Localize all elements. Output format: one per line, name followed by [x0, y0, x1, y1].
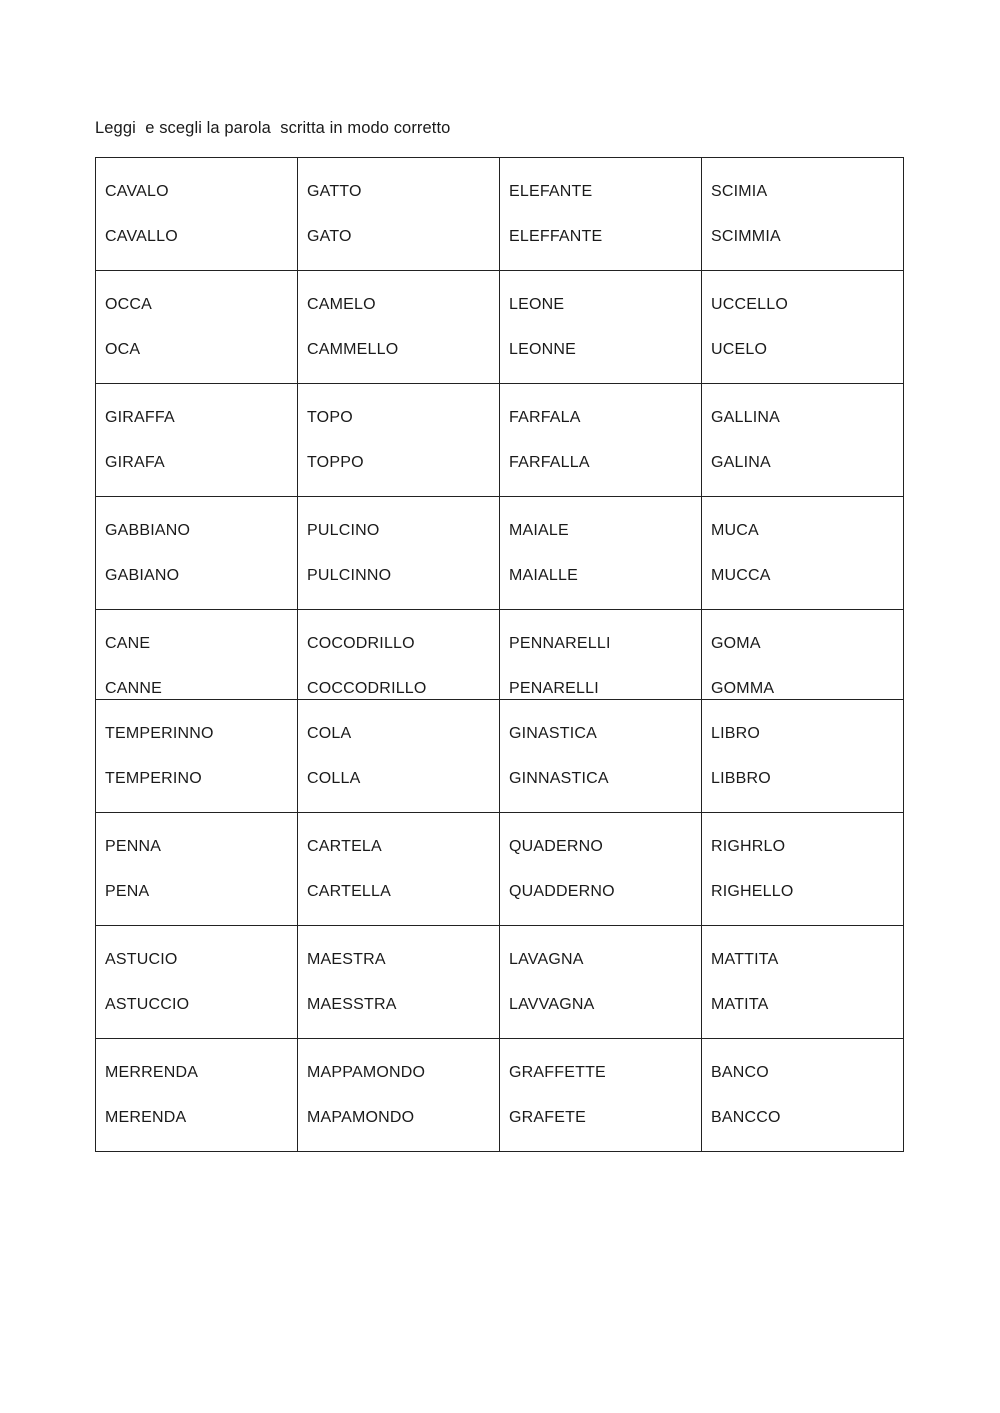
- word-option-1[interactable]: CAVALO: [105, 183, 169, 200]
- word-option-2[interactable]: MUCCA: [711, 567, 771, 584]
- instruction-text: Leggi e scegli la parola scritta in modo corretto: [95, 119, 451, 137]
- word-pair-cell: [298, 813, 500, 926]
- word-option-1[interactable]: COCODRILLO: [307, 635, 415, 652]
- word-option-2[interactable]: GOMMA: [711, 680, 775, 697]
- table-row: [96, 813, 904, 926]
- word-choice-table: [95, 157, 904, 1152]
- word-option-2[interactable]: GATO: [307, 228, 352, 245]
- word-option-1[interactable]: MAIALE: [509, 522, 569, 539]
- word-option-1[interactable]: GIRAFFA: [105, 409, 175, 426]
- word-pair-cell: [702, 813, 904, 926]
- word-pair-cell: [702, 158, 904, 271]
- word-pair-cell: [702, 610, 904, 700]
- word-pair-cell: [96, 926, 298, 1039]
- word-option-2[interactable]: ELEFFANTE: [509, 228, 603, 245]
- word-option-1[interactable]: FARFALA: [509, 409, 581, 426]
- word-option-2[interactable]: COCCODRILLO: [307, 680, 427, 697]
- word-option-1[interactable]: PENNA: [105, 838, 162, 855]
- word-pair-cell: [500, 700, 702, 813]
- word-pair-cell: [96, 1039, 298, 1152]
- word-option-2[interactable]: CAMMELLO: [307, 341, 399, 358]
- word-option-2[interactable]: MERENDA: [105, 1109, 187, 1126]
- word-pair-cell: [298, 700, 500, 813]
- word-pair-cell: [298, 610, 500, 700]
- table-row: [96, 158, 904, 271]
- word-option-1[interactable]: GINASTICA: [509, 725, 598, 742]
- word-option-1[interactable]: MUCA: [711, 522, 759, 539]
- word-option-1[interactable]: GALLINA: [711, 409, 780, 426]
- table-row: [96, 384, 904, 497]
- word-pair-cell: [298, 271, 500, 384]
- word-option-1[interactable]: LAVAGNA: [509, 951, 584, 968]
- word-pair-cell: [96, 610, 298, 700]
- word-option-1[interactable]: UCCELLO: [711, 296, 788, 313]
- word-option-1[interactable]: COLA: [307, 725, 352, 742]
- table-row: [96, 497, 904, 610]
- word-pair-cell: [96, 700, 298, 813]
- word-option-2[interactable]: RIGHELLO: [711, 883, 794, 900]
- word-pair-cell: [500, 497, 702, 610]
- word-option-1[interactable]: GATTO: [307, 183, 362, 200]
- word-pair-cell: [96, 813, 298, 926]
- word-option-1[interactable]: GOMA: [711, 635, 761, 652]
- word-pair-cell: [702, 700, 904, 813]
- word-pair-cell: [500, 813, 702, 926]
- word-option-1[interactable]: GRAFFETTE: [509, 1064, 606, 1081]
- word-option-1[interactable]: MERRENDA: [105, 1064, 199, 1081]
- word-option-2[interactable]: TOPPO: [307, 454, 364, 471]
- word-pair-cell: [702, 497, 904, 610]
- word-option-1[interactable]: RIGHRLO: [711, 838, 786, 855]
- word-option-1[interactable]: TEMPERINNO: [105, 725, 214, 742]
- word-option-2[interactable]: GINNASTICA: [509, 770, 609, 787]
- word-option-1[interactable]: SCIMIA: [711, 183, 768, 200]
- word-option-2[interactable]: LAVVAGNA: [509, 996, 595, 1013]
- word-pair-cell: [702, 384, 904, 497]
- word-option-2[interactable]: GABIANO: [105, 567, 180, 584]
- table-row: [96, 700, 904, 813]
- word-option-2[interactable]: GRAFETE: [509, 1109, 586, 1126]
- word-pair-cell: [702, 1039, 904, 1152]
- word-option-1[interactable]: QUADERNO: [509, 838, 604, 855]
- word-pair-cell: [96, 497, 298, 610]
- word-option-1[interactable]: PENNARELLI: [509, 635, 611, 652]
- word-option-2[interactable]: FARFALLA: [509, 454, 590, 471]
- word-pair-cell: [96, 271, 298, 384]
- word-option-2[interactable]: LIBBRO: [711, 770, 771, 787]
- word-option-2[interactable]: UCELO: [711, 341, 768, 358]
- word-pair-cell: [298, 384, 500, 497]
- word-option-1[interactable]: OCCA: [105, 296, 153, 313]
- word-option-2[interactable]: CAVALLO: [105, 228, 178, 245]
- word-pair-cell: [298, 158, 500, 271]
- word-option-2[interactable]: CARTELLA: [307, 883, 392, 900]
- word-option-2[interactable]: GIRAFA: [105, 454, 165, 471]
- word-choice-table-body: [96, 158, 904, 1152]
- word-option-2[interactable]: MAESSTRA: [307, 996, 397, 1013]
- word-option-2[interactable]: OCA: [105, 341, 141, 358]
- word-pair-cell: [500, 1039, 702, 1152]
- word-option-2[interactable]: TEMPERINO: [105, 770, 202, 787]
- word-option-2[interactable]: PULCINNO: [307, 567, 392, 584]
- word-option-1[interactable]: ELEFANTE: [509, 183, 593, 200]
- word-pair-cell: [500, 384, 702, 497]
- word-pair-cell: [500, 271, 702, 384]
- word-option-2[interactable]: QUADDERNO: [509, 883, 615, 900]
- word-option-1[interactable]: TOPO: [307, 409, 353, 426]
- word-option-2[interactable]: ASTUCCIO: [105, 996, 190, 1013]
- word-pair-cell: [702, 926, 904, 1039]
- word-option-1[interactable]: GABBIANO: [105, 522, 191, 539]
- word-option-2[interactable]: BANCCO: [711, 1109, 781, 1126]
- word-option-1[interactable]: PULCINO: [307, 522, 380, 539]
- word-pair-cell: [298, 1039, 500, 1152]
- word-option-1[interactable]: CANE: [105, 635, 151, 652]
- word-option-2[interactable]: PENARELLI: [509, 680, 599, 697]
- word-option-1[interactable]: LEONE: [509, 296, 565, 313]
- word-option-2[interactable]: CANNE: [105, 680, 163, 697]
- word-option-1[interactable]: MATTITA: [711, 951, 779, 968]
- word-option-2[interactable]: COLLA: [307, 770, 361, 787]
- word-option-2[interactable]: MAIALLE: [509, 567, 578, 584]
- word-pair-cell: [500, 158, 702, 271]
- word-option-2[interactable]: MATITA: [711, 996, 769, 1013]
- word-option-1[interactable]: CARTELA: [307, 838, 382, 855]
- word-option-1[interactable]: BANCO: [711, 1064, 769, 1081]
- table-row: [96, 1039, 904, 1152]
- word-pair-cell: [298, 497, 500, 610]
- word-option-1[interactable]: CAMELO: [307, 296, 376, 313]
- word-option-2[interactable]: PENA: [105, 883, 150, 900]
- word-pair-cell: [500, 610, 702, 700]
- word-option-2[interactable]: SCIMMIA: [711, 228, 781, 245]
- word-option-2[interactable]: MAPAMONDO: [307, 1109, 415, 1126]
- word-pair-cell: [702, 271, 904, 384]
- word-option-2[interactable]: GALINA: [711, 454, 771, 471]
- table-row: [96, 271, 904, 384]
- word-option-1[interactable]: ASTUCIO: [105, 951, 178, 968]
- word-option-1[interactable]: MAESTRA: [307, 951, 386, 968]
- table-row: [96, 610, 904, 700]
- word-option-1[interactable]: LIBRO: [711, 725, 761, 742]
- word-option-1[interactable]: MAPPAMONDO: [307, 1064, 426, 1081]
- word-pair-cell: [96, 158, 298, 271]
- word-pair-cell: [500, 926, 702, 1039]
- word-option-2[interactable]: LEONNE: [509, 341, 576, 358]
- word-pair-cell: [96, 384, 298, 497]
- table-row: [96, 926, 904, 1039]
- word-pair-cell: [298, 926, 500, 1039]
